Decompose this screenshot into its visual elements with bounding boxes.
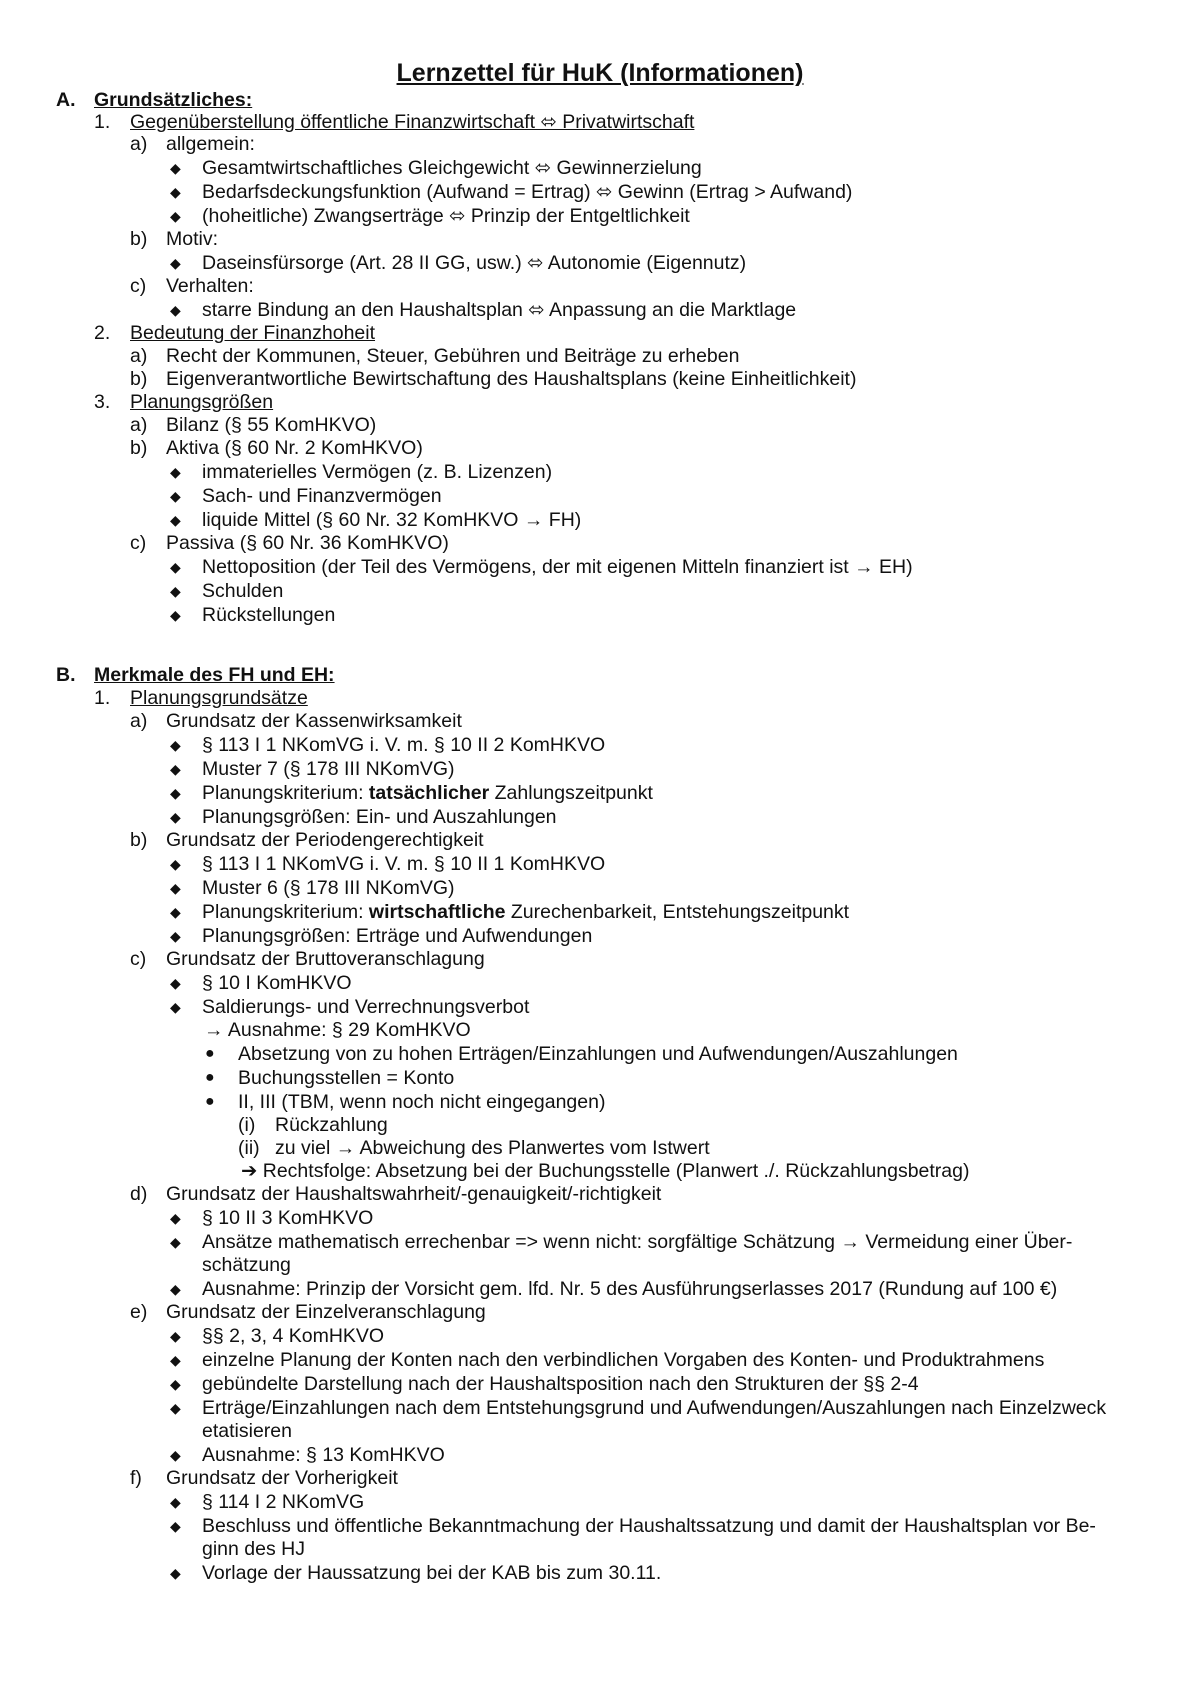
bullet-diamond-icon: ◆ bbox=[170, 607, 181, 623]
b1c-bullet-2: Saldierungs- und Verrechnungsverbot bbox=[202, 996, 530, 1018]
a3c-bullet-3: Rückstellungen bbox=[202, 604, 336, 626]
a2b-label: b) bbox=[130, 368, 148, 390]
a3a-text: Bilanz (§ 55 KomHKVO) bbox=[166, 414, 377, 436]
bullet-diamond-icon: ◆ bbox=[170, 255, 181, 271]
bullet-diamond-icon: ◆ bbox=[170, 1352, 181, 1368]
a2-number: 2. bbox=[94, 322, 111, 344]
b1c-subbullet-2: Buchungsstellen = Konto bbox=[238, 1067, 455, 1089]
bullet-dot-icon: ● bbox=[205, 1045, 215, 1062]
bullet-diamond-icon: ◆ bbox=[170, 880, 181, 896]
b1c-roman-1: Rückzahlung bbox=[275, 1114, 388, 1136]
bullet-diamond-icon: ◆ bbox=[170, 1494, 181, 1510]
a1a-bullet-1: Gesamtwirtschaftliches Gleichgewicht ⬄ Gewinnerzielung bbox=[202, 157, 702, 179]
a1b-label: b) bbox=[130, 228, 148, 250]
a2b-text: Eigenverantwortliche Bewirtschaftung des Haushaltsplans (keine Einheitlichkeit) bbox=[166, 368, 857, 390]
a3-number: 3. bbox=[94, 391, 111, 413]
b1a-bullet-4: Planungsgrößen: Ein- und Auszahlungen bbox=[202, 806, 557, 828]
a3b-bullet-3: liquide Mittel (§ 60 Nr. 32 KomHKVO → FH) bbox=[202, 509, 582, 531]
bullet-diamond-icon: ◆ bbox=[170, 737, 181, 753]
bullet-diamond-icon: ◆ bbox=[170, 809, 181, 825]
bullet-diamond-icon: ◆ bbox=[170, 1234, 181, 1250]
a2a-text: Recht der Kommunen, Steuer, Gebühren und Beiträge zu erheben bbox=[166, 345, 740, 367]
a3-heading: Planungsgrößen bbox=[130, 391, 274, 413]
b1b-bullet-3: Planungskriterium: wirtschaftliche Zurechenbarkeit, Entstehungszeitpunkt bbox=[202, 901, 850, 923]
bullet-diamond-icon: ◆ bbox=[170, 928, 181, 944]
bullet-diamond-icon: ◆ bbox=[170, 464, 181, 480]
b1f-label: f) bbox=[130, 1467, 142, 1489]
bullet-diamond-icon: ◆ bbox=[170, 1447, 181, 1463]
b1b-label: b) bbox=[130, 829, 148, 851]
b1e-bullet-5: Ausnahme: § 13 KomHKVO bbox=[202, 1444, 445, 1466]
section-b-title: Merkmale des FH und EH: bbox=[94, 664, 335, 686]
b1d-text: Grundsatz der Haushaltswahrheit/-genauigkeit/-richtigkeit bbox=[166, 1183, 662, 1205]
bullet-diamond-icon: ◆ bbox=[170, 1328, 181, 1344]
b1b-bullet-1: § 113 I 1 NKomVG i. V. m. § 10 II 1 KomHKVO bbox=[202, 853, 606, 875]
b1f-bullet-2-line-2: ginn des HJ bbox=[202, 1538, 305, 1560]
bullet-diamond-icon: ◆ bbox=[170, 488, 181, 504]
a3c-text: Passiva (§ 60 Nr. 36 KomHKVO) bbox=[166, 532, 449, 554]
bullet-diamond-icon: ◆ bbox=[170, 1376, 181, 1392]
b1c-roman-2: zu viel → Abweichung des Planwertes vom Istwert bbox=[275, 1137, 710, 1159]
b1d-bullet-3: Ausnahme: Prinzip der Vorsicht gem. lfd. Nr. 5 des Ausführungserlasses 2017 (Rundung auf 100 €) bbox=[202, 1278, 1058, 1300]
b1c-label: c) bbox=[130, 948, 147, 970]
b1c-subbullet-3: II, III (TBM, wenn noch nicht eingegangen) bbox=[238, 1091, 606, 1113]
bullet-dot-icon: ● bbox=[205, 1069, 215, 1086]
bullet-diamond-icon: ◆ bbox=[170, 1400, 181, 1416]
a2-heading: Bedeutung der Finanzhoheit bbox=[130, 322, 376, 344]
bullet-dot-icon: ● bbox=[205, 1093, 215, 1110]
a2a-label: a) bbox=[130, 345, 148, 367]
bullet-diamond-icon: ◆ bbox=[170, 559, 181, 575]
b1e-bullet-4-line-2: etatisieren bbox=[202, 1420, 292, 1442]
a3b-bullet-2: Sach- und Finanzvermögen bbox=[202, 485, 442, 507]
section-b-label: B. bbox=[56, 664, 76, 686]
a1a-bullet-2: Bedarfsdeckungsfunktion (Aufwand = Ertrag) ⬄ Gewinn (Ertrag > Aufwand) bbox=[202, 181, 853, 203]
b1a-bullet-1: § 113 I 1 NKomVG i. V. m. § 10 II 2 KomHKVO bbox=[202, 734, 606, 756]
b1b-bullet-2: Muster 6 (§ 178 III NKomVG) bbox=[202, 877, 455, 899]
a3a-label: a) bbox=[130, 414, 148, 436]
b1f-text: Grundsatz der Vorherigkeit bbox=[166, 1467, 398, 1489]
b1e-label: e) bbox=[130, 1301, 148, 1323]
bullet-diamond-icon: ◆ bbox=[170, 583, 181, 599]
a1c-label: c) bbox=[130, 275, 147, 297]
b1e-bullet-1: §§ 2, 3, 4 KomHKVO bbox=[202, 1325, 385, 1347]
bullet-diamond-icon: ◆ bbox=[170, 856, 181, 872]
b1b-text: Grundsatz der Periodengerechtigkeit bbox=[166, 829, 484, 851]
b1e-text: Grundsatz der Einzelveranschlagung bbox=[166, 1301, 486, 1323]
bullet-diamond-icon: ◆ bbox=[170, 208, 181, 224]
a1b-bullet-1: Daseinsfürsorge (Art. 28 II GG, usw.) ⬄ Autonomie (Eigennutz) bbox=[202, 252, 747, 274]
b1-heading: Planungsgrundsätze bbox=[130, 687, 308, 709]
b1-number: 1. bbox=[94, 687, 111, 709]
a1b-text: Motiv: bbox=[166, 228, 219, 250]
b1a-label: a) bbox=[130, 710, 148, 732]
bullet-diamond-icon: ◆ bbox=[170, 1518, 181, 1534]
b1c-roman-2-num: (ii) bbox=[238, 1137, 260, 1159]
a1-heading: Gegenüberstellung öffentliche Finanzwirtschaft ⬄ Privatwirtschaft bbox=[130, 111, 695, 133]
bullet-diamond-icon: ◆ bbox=[170, 761, 181, 777]
b1c-legal-consequence: ➔ Rechtsfolge: Absetzung bei der Buchungsstelle (Planwert ./. Rückzahlungsbetrag) bbox=[241, 1160, 970, 1182]
b1a-text: Grundsatz der Kassenwirksamkeit bbox=[166, 710, 462, 732]
b1e-bullet-4-line-1: Erträge/Einzahlungen nach dem Entstehungsgrund und Aufwendungen/Auszahlungen nach Einzelzweck bbox=[202, 1397, 1107, 1419]
b1b-bullet-4: Planungsgrößen: Erträge und Aufwendungen bbox=[202, 925, 593, 947]
b1f-bullet-2-line-1: Beschluss und öffentliche Bekanntmachung der Haushaltssatzung und damit der Haushaltsplan vor Be- bbox=[202, 1515, 1096, 1537]
b1c-text: Grundsatz der Bruttoveranschlagung bbox=[166, 948, 485, 970]
b1a-bullet-3: Planungskriterium: tatsächlicher Zahlungszeitpunkt bbox=[202, 782, 653, 804]
a3c-bullet-1: Nettoposition (der Teil des Vermögens, der mit eigenen Mitteln finanziert ist → EH) bbox=[202, 556, 913, 578]
b1c-roman-1-num: (i) bbox=[238, 1114, 256, 1136]
b1c-exception: → Ausnahme: § 29 KomHKVO bbox=[204, 1019, 471, 1041]
section-a-label: A. bbox=[56, 89, 76, 111]
bullet-diamond-icon: ◆ bbox=[170, 999, 181, 1015]
bullet-diamond-icon: ◆ bbox=[170, 302, 181, 318]
bullet-diamond-icon: ◆ bbox=[170, 1210, 181, 1226]
bullet-diamond-icon: ◆ bbox=[170, 160, 181, 176]
b1f-bullet-1: § 114 I 2 NKomVG bbox=[202, 1491, 365, 1513]
a3c-bullet-2: Schulden bbox=[202, 580, 284, 602]
a1a-bullet-3: (hoheitliche) Zwangserträge ⬄ Prinzip der Entgeltlichkeit bbox=[202, 205, 690, 227]
b1c-bullet-1: § 10 I KomHKVO bbox=[202, 972, 352, 994]
a1-number: 1. bbox=[94, 111, 111, 133]
b1a-bullet-2: Muster 7 (§ 178 III NKomVG) bbox=[202, 758, 455, 780]
a1c-text: Verhalten: bbox=[166, 275, 254, 297]
b1d-bullet-1: § 10 II 3 KomHKVO bbox=[202, 1207, 374, 1229]
b1c-subbullet-1: Absetzung von zu hohen Erträgen/Einzahlungen und Aufwendungen/Auszahlungen bbox=[238, 1043, 958, 1065]
b1f-bullet-3: Vorlage der Haussatzung bei der KAB bis zum 30.11. bbox=[202, 1562, 662, 1584]
b1d-label: d) bbox=[130, 1183, 148, 1205]
bullet-diamond-icon: ◆ bbox=[170, 184, 181, 200]
a1c-bullet-1: starre Bindung an den Haushaltsplan ⬄ Anpassung an die Marktlage bbox=[202, 299, 797, 321]
b1e-bullet-2: einzelne Planung der Konten nach den verbindlichen Vorgaben des Konten- und Produktrahmens bbox=[202, 1349, 1045, 1371]
a3b-bullet-1: immaterielles Vermögen (z. B. Lizenzen) bbox=[202, 461, 553, 483]
bullet-diamond-icon: ◆ bbox=[170, 1565, 181, 1581]
b1e-bullet-3: gebündelte Darstellung nach der Haushaltsposition nach den Strukturen der §§ 2-4 bbox=[202, 1373, 919, 1395]
b1d-bullet-2-line-1: Ansätze mathematisch errechenbar => wenn nicht: sorgfältige Schätzung → Vermeidung einer Über- bbox=[202, 1231, 1073, 1253]
section-a-title: Grundsätzliches: bbox=[94, 89, 253, 111]
a3b-text: Aktiva (§ 60 Nr. 2 KomHKVO) bbox=[166, 437, 423, 459]
a3b-label: b) bbox=[130, 437, 148, 459]
a3c-label: c) bbox=[130, 532, 147, 554]
bullet-diamond-icon: ◆ bbox=[170, 512, 181, 528]
a1a-label: a) bbox=[130, 133, 148, 155]
b1d-bullet-2-line-2: schätzung bbox=[202, 1254, 291, 1276]
bullet-diamond-icon: ◆ bbox=[170, 904, 181, 920]
bullet-diamond-icon: ◆ bbox=[170, 975, 181, 991]
a1a-text: allgemein: bbox=[166, 133, 255, 155]
bullet-diamond-icon: ◆ bbox=[170, 1281, 181, 1297]
page-title: Lernzettel für HuK (Informationen) bbox=[396, 59, 804, 87]
bullet-diamond-icon: ◆ bbox=[170, 785, 181, 801]
